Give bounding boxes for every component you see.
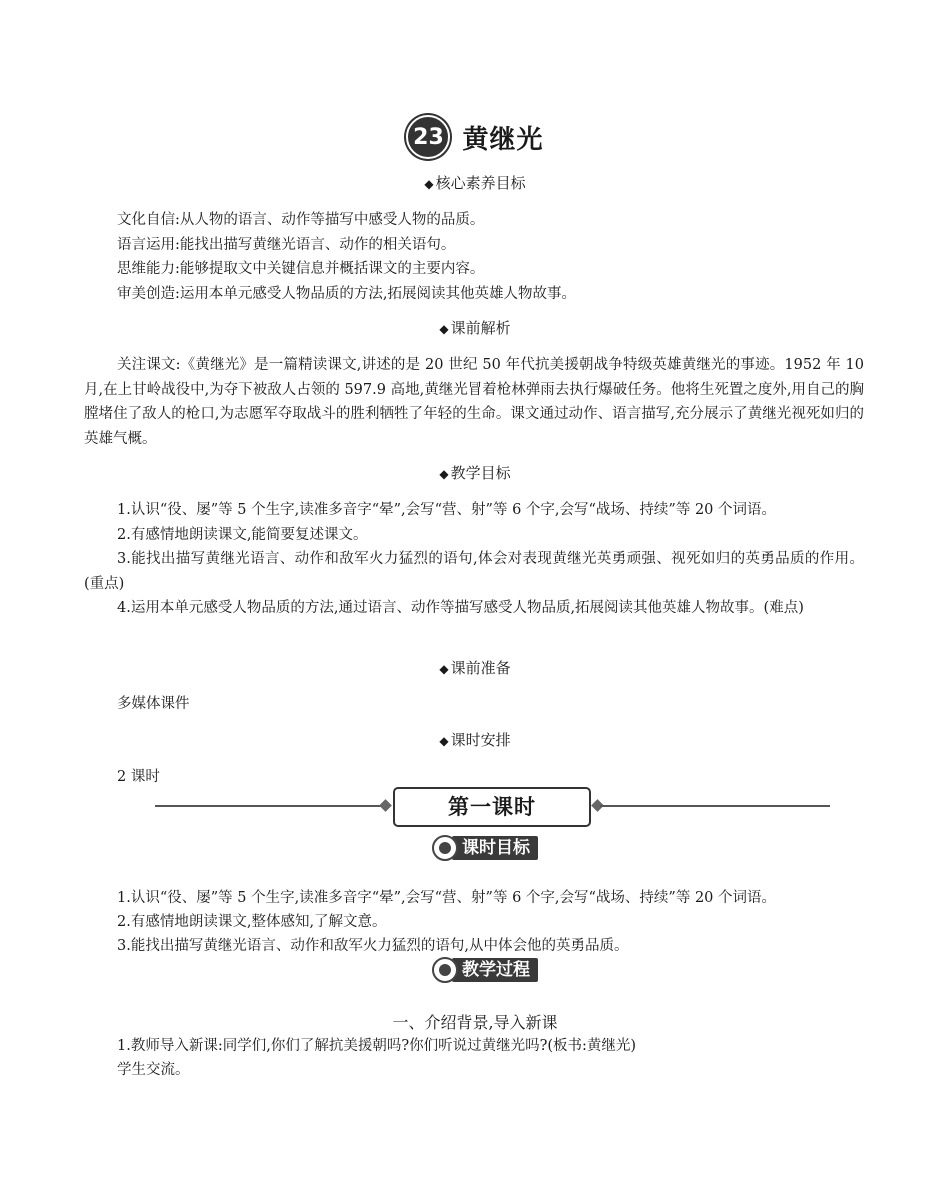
core-item: 语言运用:能找出描写黄继光语言、动作的相关语句。: [117, 237, 456, 253]
diamond-bullet-icon: ◆: [424, 177, 434, 191]
lesson-title: 黄继光: [462, 124, 544, 155]
target-icon: [432, 835, 458, 861]
process-tag: 教学过程: [432, 957, 538, 983]
core-item: 文化自信:从人物的语言、动作等描写中感受人物的品质。: [117, 212, 485, 228]
target-icon: [432, 957, 458, 983]
process-line: 1.教师导入新课:同学们,你们了解抗美援朝吗?你们听说过黄继光吗?(板书:黄继光): [117, 1038, 637, 1054]
section-heading-analysis: ◆ 课前解析: [439, 319, 511, 337]
analysis-paragraph: [84, 353, 864, 451]
goal-item: 2.有感情地朗读课文,能简要复述课文。: [117, 526, 368, 543]
section-heading-schedule: ◆ 课时安排: [439, 731, 511, 749]
section-heading-teaching-goals: ◆ 教学目标: [439, 464, 511, 482]
section-heading-preparation: ◆ 课前准备: [439, 659, 511, 677]
analysis-text: 关注课文:《黄继光》是一篇精读课文,讲述的是 20 世纪 50 年代抗美援朝战争特级英雄黄继光的事迹。1952 年 10 月,在上甘岭战役中,为夺下被敌人占领的 597.9 高地,黄继光冒着枪林弹雨去执行爆破任务。他将生死置之度外,用自己的胸膛堵住了敌人的枪口,为志愿军夺取战斗的胜利牺牲了年轻的生命。课文通过动作、语言描写,充分展示了黄继光视死如归的英雄气概。: [84, 357, 864, 447]
lesson-number-badge: 23: [406, 115, 450, 159]
process-line: 学生交流。: [117, 1062, 190, 1078]
period-goals-tag: 课时目标: [432, 835, 538, 861]
diamond-bullet-icon: ◆: [439, 734, 449, 748]
diamond-bullet-icon: ◆: [439, 662, 449, 676]
lesson-header: [0, 115, 950, 159]
period-goal-item: 1.认识“役、屡”等 5 个生字,读准多音字“晕”,会写“营、射”等 6 个字,会写“战场、持续”等 20 个词语。: [117, 890, 777, 906]
goal-item: 4.运用本单元感受人物品质的方法,通过语言、动作等描写感受人物品质,拓展阅读其他英雄人物故事。(难点): [117, 600, 804, 616]
core-item: 思维能力:能够提取文中关键信息并概括课文的主要内容。: [117, 261, 485, 277]
diamond-bullet-icon: ◆: [439, 467, 449, 481]
goal-item: 3.能找出描写黄继光语言、动作和敌军火力猛烈的语句,体会对表现黄继光英勇顽强、视死如归的英勇品质的作用。(重点): [84, 551, 864, 592]
diamond-bullet-icon: ◆: [439, 322, 449, 336]
goal-item: 1.认识“役、屡”等 5 个生字,读准多音字“晕”,会写“营、射”等 6 个字,会写“战场、持续”等 20 个词语。: [117, 502, 777, 518]
period-title: 第一课时: [393, 787, 591, 827]
period-goal-item: 2.有感情地朗读课文,整体感知,了解文意。: [117, 914, 387, 930]
teaching-goals-list: [84, 498, 864, 621]
period-goal-item: 3.能找出描写黄继光语言、动作和敌军火力猛烈的语句,从中体会他的英勇品质。: [117, 938, 629, 954]
schedule-text: 2 课时: [117, 769, 160, 785]
divider-right: [600, 805, 830, 807]
diamond-ornament-icon: [379, 799, 392, 812]
section-heading-core: ◆ 核心素养目标: [424, 174, 526, 192]
process-step-title: 一、介绍背景,导入新课: [392, 1013, 558, 1032]
period-banner: [155, 785, 830, 829]
core-item: 审美创造:运用本单元感受人物品质的方法,拓展阅读其他英雄人物故事。: [117, 286, 576, 302]
preparation-text: 多媒体课件: [117, 696, 190, 712]
divider-left: [155, 805, 385, 807]
